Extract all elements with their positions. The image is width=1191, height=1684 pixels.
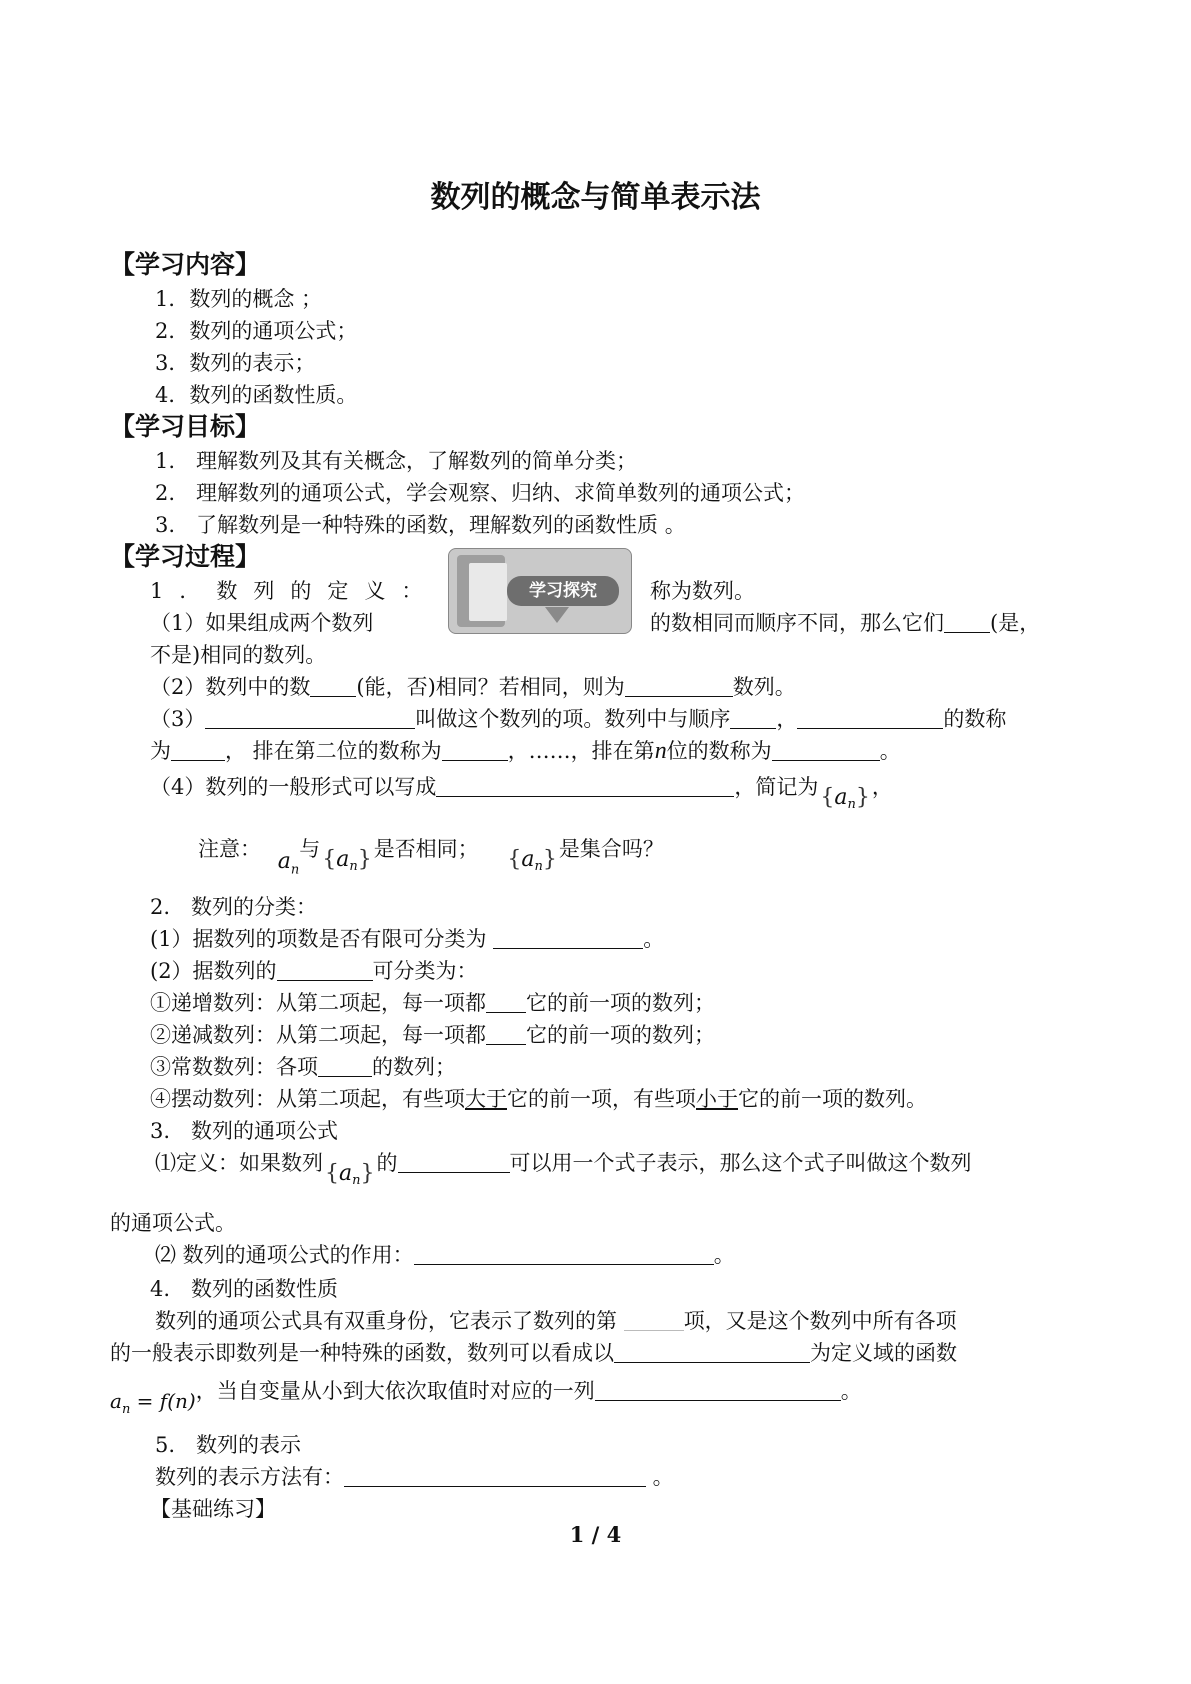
function-notation: $a_n = f(n)$ [110,1389,196,1417]
text-line: 的通项公式。 [110,1211,236,1235]
fill-blank[interactable] [486,1024,526,1045]
text-line: 数列的通项公式具有双重身份，它表示了数列的第 项，又是这个数列中所有各项 [155,1309,957,1333]
text-line: ①递增数列：从第二项起，每一项都 它的前一项的数列； [150,991,715,1015]
definition-label: 1．数列的定义： [150,579,439,603]
text-line: 的数相同而顺序不同，那么它们 (是， [650,611,1041,635]
fill-blank[interactable] [625,676,733,697]
goal-item: 2. 理解数列的通项公式，学会观察、归纳、求简单数列的通项公式； [155,481,806,505]
term-notation: $a_n$ [277,849,300,878]
text-line: ④摆动数列：从第二项起，有些项大于它的前一项，有些项小于它的前一项的数列。 [150,1087,927,1111]
fill-blank[interactable] [398,1152,510,1173]
fill-blank[interactable] [318,1056,372,1077]
text-line: 数列的表示方法有： 。 [155,1465,674,1489]
study-explore-badge [448,548,632,634]
sequence-notation: $\{a_n\}$ [820,785,870,813]
text-line: ⑴定义：如果数列$\{a_n\}$的 可以用一个式子表示，那么这个式子叫做这个数列 [155,1150,972,1194]
text-line: 不是)相同的数列。 [150,643,327,667]
fill-blank[interactable] [436,776,734,797]
content-item: 1．数列的概念 ； [155,287,323,311]
fill-blank[interactable] [414,1244,714,1265]
practice-heading: 【基础练习】 [150,1497,276,1521]
fill-blank[interactable] [486,992,526,1013]
sequence-notation: $\{a_n\}$ [325,1161,375,1189]
subsection-heading: 4. 数列的函数性质 [150,1277,339,1301]
text-line: （4）数列的一般形式可以写成 ，简记为$\{a_n\}$， [150,774,893,818]
subsection-heading: 3. 数列的通项公式 [150,1119,339,1143]
text-line: 注意： $a_n$与$\{a_n\}$是否相同； $\{a_n\}$是集合吗？ [198,836,664,883]
text-line: $a_n = f(n)$，当自变量从小到大依次取值时对应的一列 。 [110,1379,862,1417]
fill-blank[interactable] [277,960,373,981]
fill-blank[interactable] [442,740,508,761]
fill-blank[interactable] [624,1310,684,1331]
content-item: 3．数列的表示； [155,351,316,375]
fill-blank[interactable] [171,740,225,761]
fill-blank[interactable] [944,612,990,633]
section-heading-process: 【学习过程】 [110,542,261,571]
section-heading-content: 【学习内容】 [110,250,261,279]
text-line: (2）据数列的 可分类为： [150,959,478,983]
page-number: 1 / 4 [569,1522,622,1547]
fill-blank[interactable] [310,676,356,697]
fill-blank[interactable] [205,708,415,729]
fill-blank[interactable] [772,740,880,761]
book-page-icon [469,563,507,621]
fill-blank[interactable] [595,1380,841,1401]
text-line: 的一般表示即数列是一种特殊的函数，数列可以看成以 为定义域的函数 [110,1341,957,1365]
text-line: （2）数列中的数 (能，否)相同？若相同，则为 数列。 [150,675,796,699]
goal-item: 1. 理解数列及其有关概念，了解数列的简单分类； [155,449,638,473]
fill-blank[interactable] [344,1466,646,1487]
text-line: ③常数数列：各项 的数列； [150,1055,456,1079]
sequence-notation: $\{a_n\}$ [322,847,372,875]
content-item: 2．数列的通项公式； [155,319,358,343]
arrow-icon [545,607,569,623]
fill-blank[interactable] [730,708,776,729]
subsection-heading: 5. 数列的表示 [155,1433,302,1457]
fill-blank[interactable] [493,928,643,949]
badge-label: 学习探究 [507,576,619,606]
definition-tail: 称为数列。 [650,579,755,603]
goal-item: 3. 了解数列是一种特殊的函数，理解数列的函数性质 。 [155,513,686,537]
text-line: ②递减数列：从第二项起，每一项都 它的前一项的数列； [150,1023,715,1047]
content-item: 4．数列的函数性质。 [155,383,358,407]
fill-blank[interactable] [614,1342,810,1363]
text-line: ⑵ 数列的通项公式的作用： 。 [155,1243,735,1267]
text-line: 为 ， 排在第二位的数称为 ，……，排在第n位的数称为 。 [150,738,901,764]
text-line: （3） 叫做这个数列的项。数列中与顺序 ， 的数称 [150,707,1007,731]
fill-blank[interactable] [797,708,943,729]
section-heading-goals: 【学习目标】 [110,412,261,441]
sequence-notation: $\{a_n\}$ [507,847,557,875]
text-line: （1）如果组成两个数列 [150,611,374,635]
page-title: 数列的概念与简单表示法 [430,180,761,215]
text-line: (1）据数列的项数是否有限可分类为 。 [150,927,665,951]
subsection-heading: 2. 数列的分类： [150,895,318,919]
